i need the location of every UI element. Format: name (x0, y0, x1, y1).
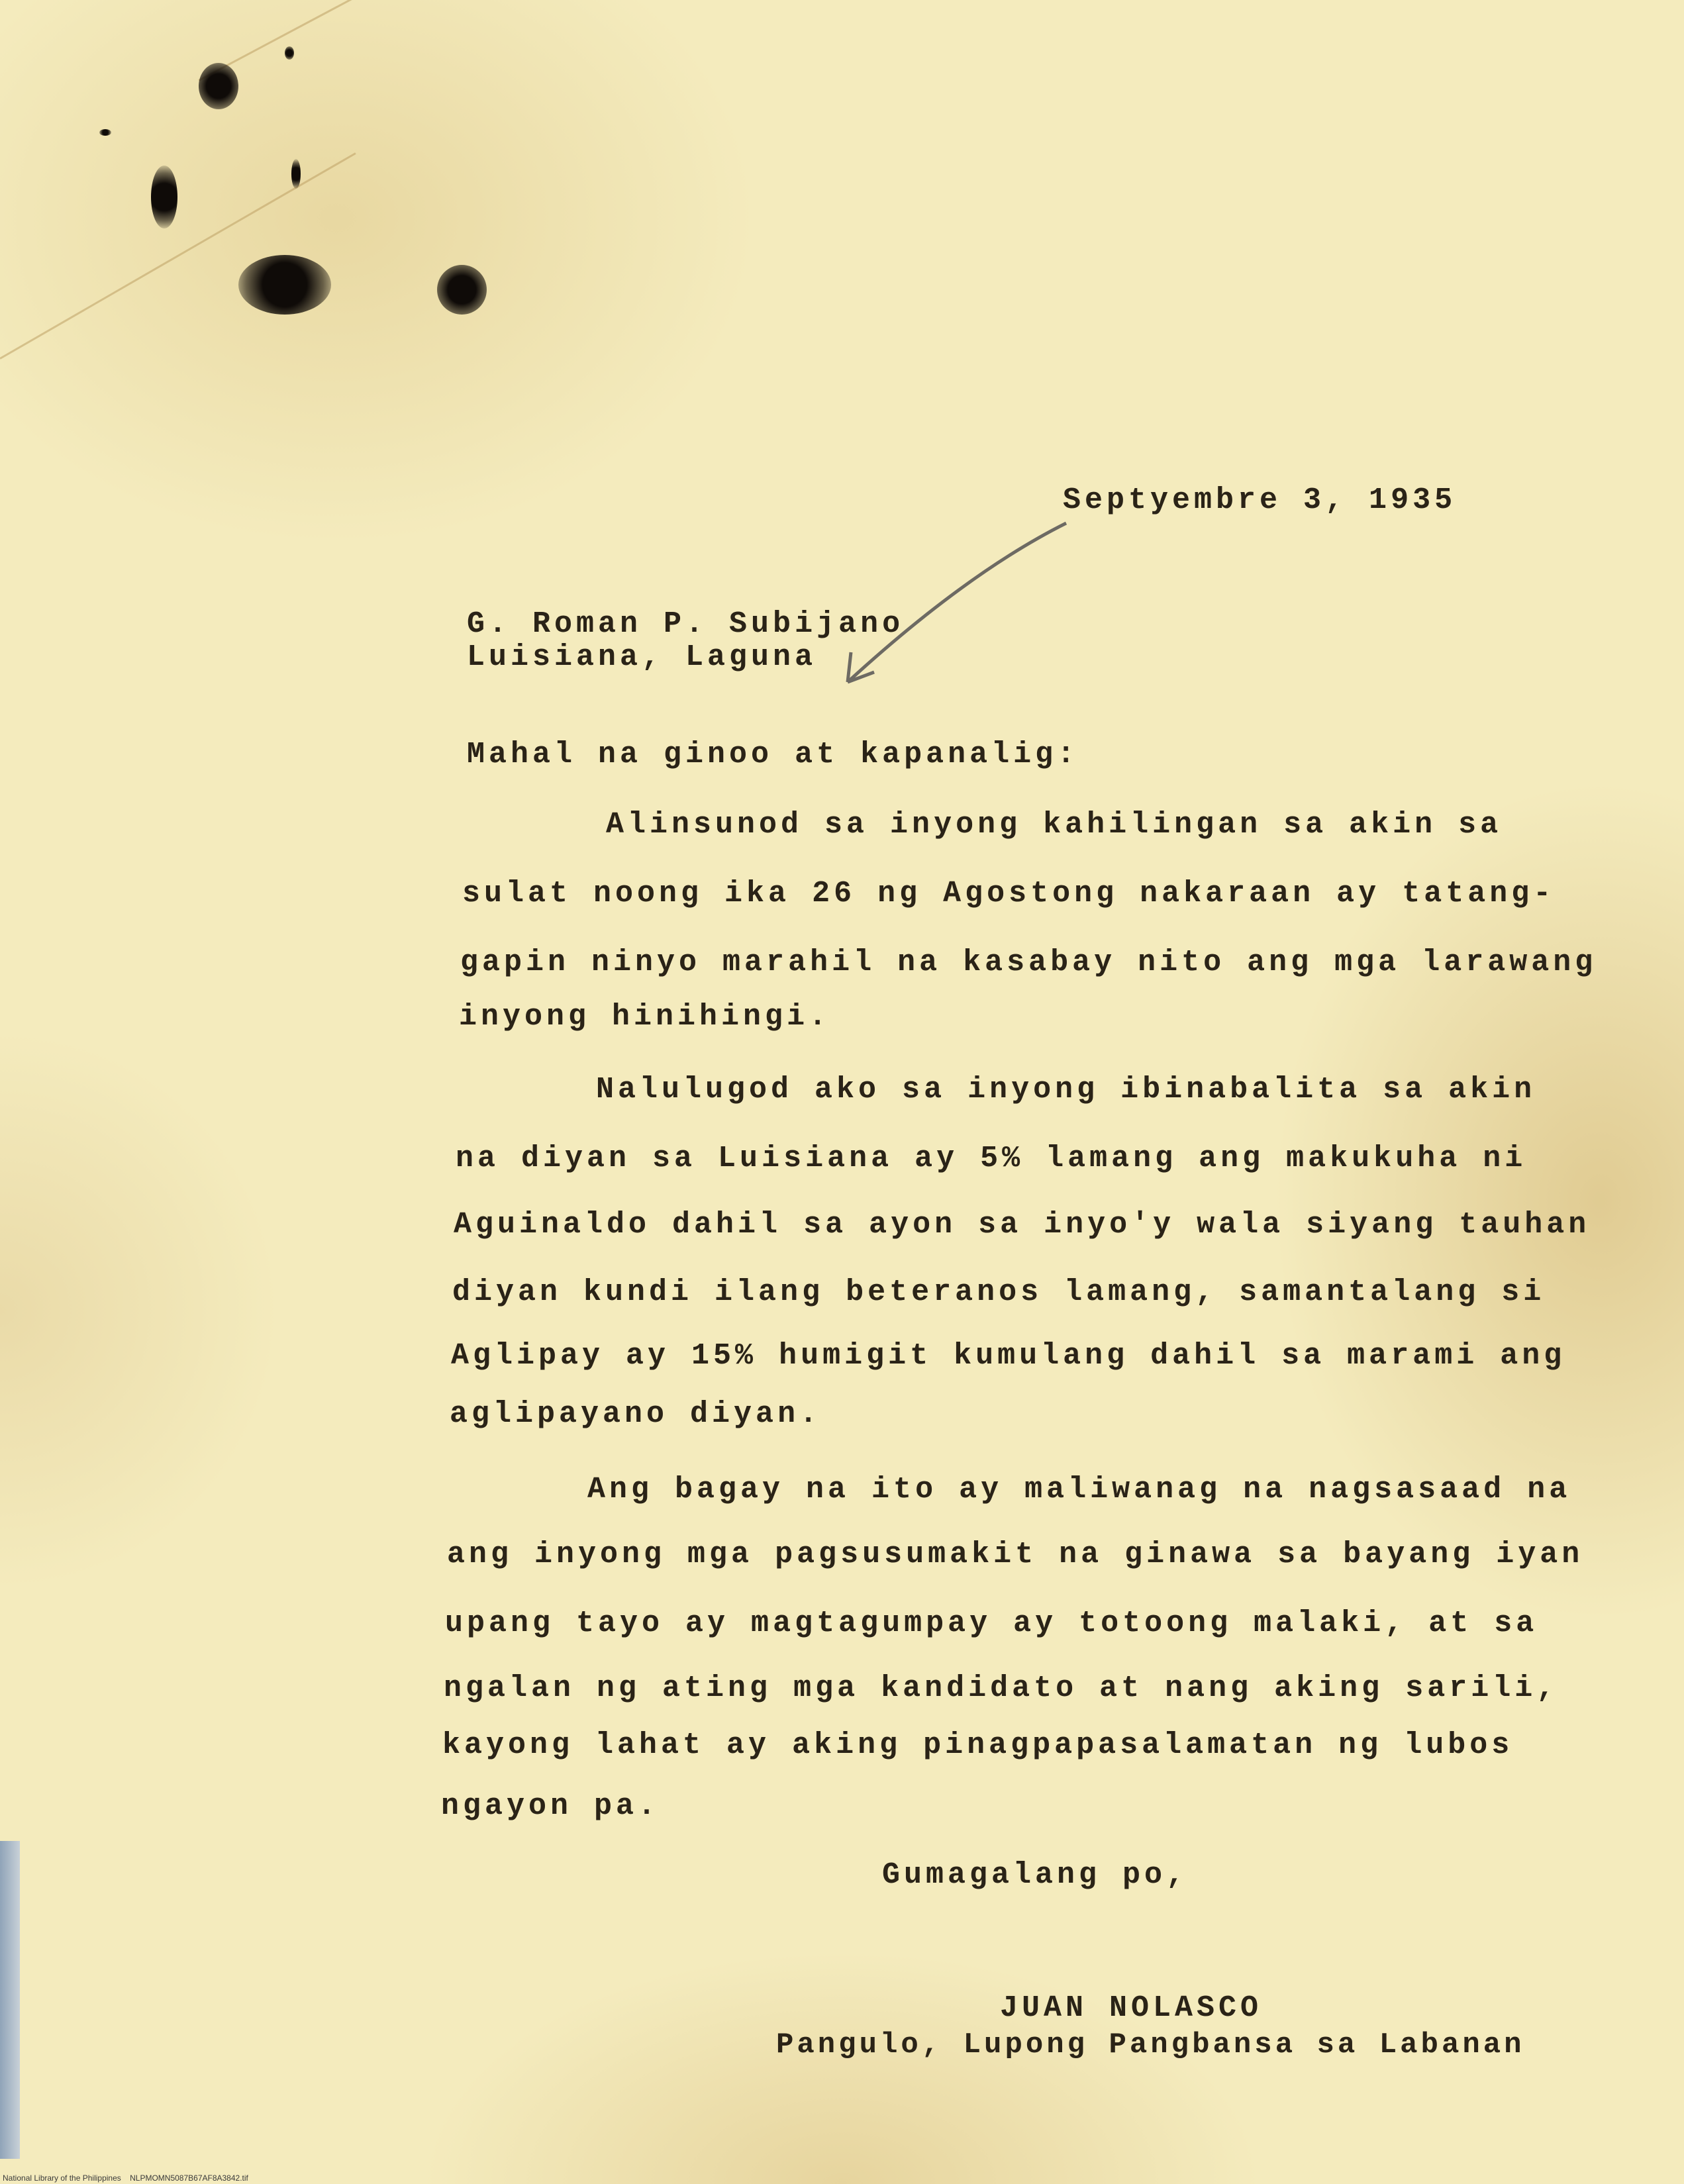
ink-stain (238, 255, 331, 315)
body-line: Aguinaldo dahil sa ayon sa inyo'y wala siyang tauhan (454, 1208, 1591, 1242)
body-line: diyan kundi ilang beteranos lamang, samantalang si (452, 1275, 1546, 1309)
letter-date: Septyembre 3, 1935 (1063, 483, 1457, 517)
body-line: ngalan ng ating mga kandidato at nang aking sarili, (444, 1671, 1559, 1705)
ink-stain (99, 129, 111, 136)
closing: Gumagalang po, (882, 1858, 1189, 1892)
body-line: na diyan sa Luisiana ay 5% lamang ang makukuha ni (456, 1142, 1527, 1175)
body-line: inyong hinihingi. (459, 1000, 831, 1034)
paper-crease (0, 152, 356, 360)
ink-stain (285, 46, 294, 60)
body-line: gapin ninyo marahil na kasabay nito ang mga larawang (460, 946, 1597, 979)
body-line: aglipayano diyan. (450, 1397, 822, 1431)
archive-label: National Library of the Philippines NLPMOMN5087B67AF8A3842.tif (3, 2173, 248, 2183)
salutation: Mahal na ginoo at kapanalig: (467, 738, 1079, 771)
body-line: Alinsunod sa inyong kahilingan sa akin sa (606, 808, 1503, 842)
body-line: Nalulugod ako sa inyong ibinabalita sa akin (596, 1073, 1536, 1107)
recipient-name: G. Roman P. Subijano (467, 607, 905, 641)
scan-edge-strip (0, 1841, 20, 2159)
ink-stain (199, 63, 238, 109)
ink-stain (291, 159, 301, 189)
body-line: Ang bagay na ito ay maliwanag na nagsasaad na (587, 1473, 1571, 1507)
body-line: Aglipay ay 15% humigit kumulang dahil sa marami ang (451, 1339, 1566, 1373)
body-line: kayong lahat ay aking pinagpapasalamatan ng lubos (442, 1728, 1514, 1762)
signatory-title: Pangulo, Lupong Pangbansa sa Labanan (776, 2028, 1525, 2061)
body-line: ngayon pa. (441, 1789, 660, 1823)
signatory-name: JUAN NOLASCO (1000, 1991, 1263, 2025)
ink-stain (151, 166, 177, 228)
body-line: upang tayo ay magtagumpay ay totoong malaki, at sa (445, 1607, 1538, 1640)
recipient-address: Luisiana, Laguna (467, 640, 817, 674)
body-line: ang inyong mga pagsusumakit na ginawa sa bayang iyan (447, 1538, 1584, 1571)
body-line: sulat noong ika 26 ng Agostong nakaraan ay tatang- (462, 877, 1556, 911)
ink-stain (437, 265, 487, 315)
